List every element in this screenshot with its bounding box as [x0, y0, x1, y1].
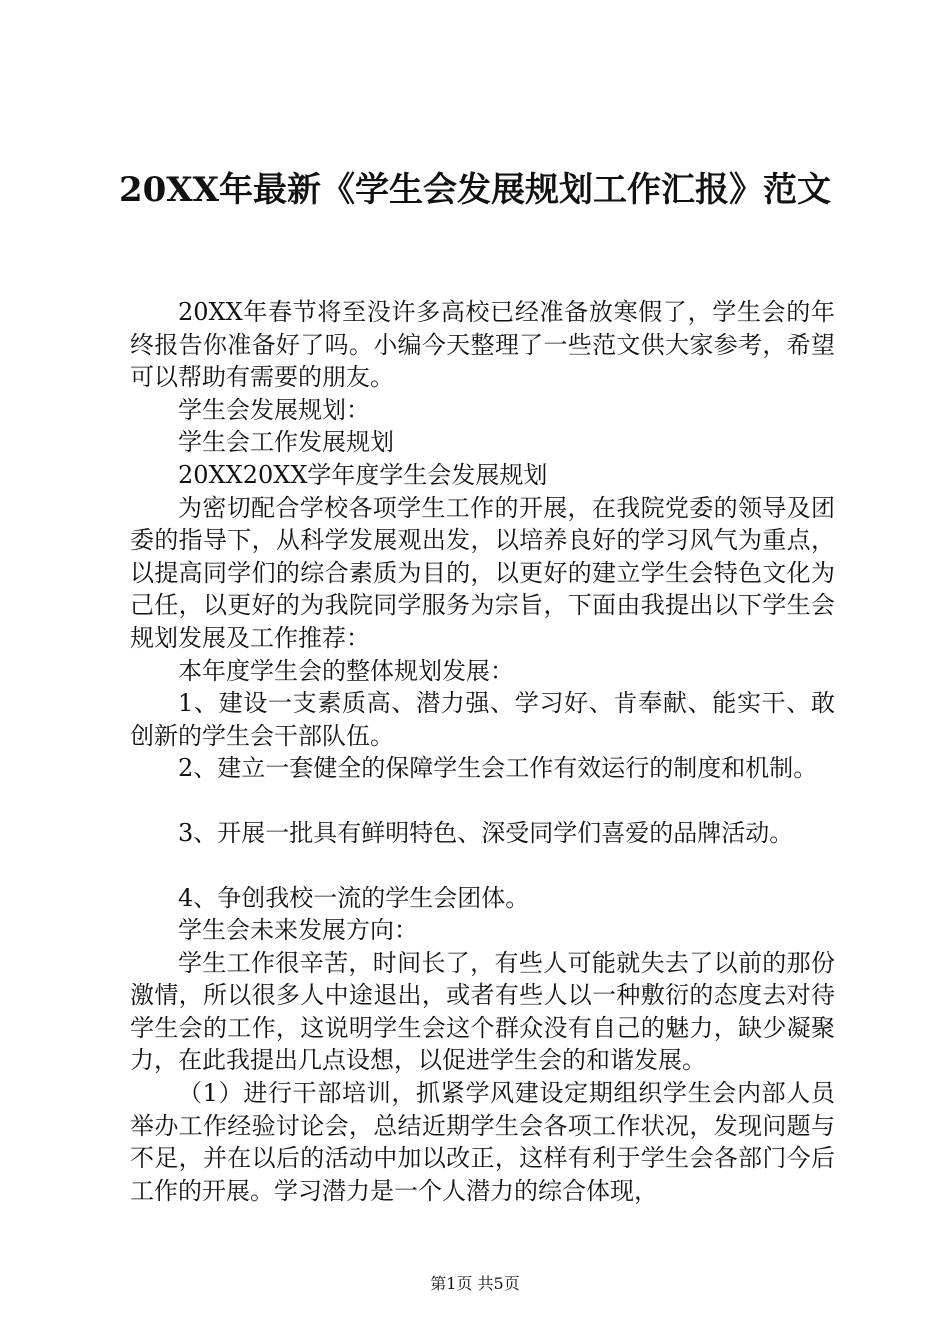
paragraph: 学生会工作发展规划 [178, 428, 394, 457]
paragraph: 1、建设一支素质高、潜力强、学习好、肯奉献、能实干、敢创新的学生会干部队伍。 [130, 689, 835, 750]
paragraph: 学生会发展规划： [178, 395, 370, 424]
paragraph: 学生会未来发展方向： [178, 916, 418, 945]
paragraph: 20XX年春节将至没许多高校已经准备放寒假了，学生会的年终报告你准备好了吗。小编今天整理了一些范文供大家参考，希望可以帮助有需要的朋友。 [130, 298, 835, 392]
paragraph: 为密切配合学校各项学生工作的开展，在我院党委的领导及团委的指导下，从科学发展观出发，以培养良好的学习风气为重点，以提高同学们的综合素质为目的，以更好的建立学生会特色文化为己任，以更好的为我院同学服务为宗旨，下面由我提出以下学生会规划发展及工作推荐： [130, 493, 835, 652]
paragraph: 3、开展一批具有鲜明特色、深受同学们喜爱的品牌活动。 [178, 818, 794, 847]
paragraph: 4、争创我校一流的学生会团体。 [178, 883, 530, 912]
paragraph: 学生工作很辛苦，时间长了，有些人可能就失去了以前的那份激情，所以很多人中途退出，或者有些人以一种敷衍的态度去对待学生会的工作，这说明学生会这个群众没有自己的魅力，缺少凝聚力，在此我提出几点设想，以促进学生会的和谐发展。 [130, 948, 835, 1075]
document-body [130, 296, 835, 1207]
paragraph: （1）进行干部培训，抓紧学风建设定期组织学生会内部人员举办工作经验讨论会，总结近期学生会各项工作状况，发现问题与不足，并在以后的活动中加以改正，这样有利于学生会各部门今后工作的开展。学习潜力是一个人潜力的综合体现， [130, 1079, 835, 1205]
paragraph: 2、建立一套健全的保障学生会工作有效运行的制度和机制。 [178, 754, 818, 783]
paragraph: 本年度学生会的整体规划发展： [178, 656, 514, 685]
page-footer: 第1页 共5页 [430, 1274, 520, 1293]
document-title: 20XX年最新《学生会发展规划工作汇报》范文 [118, 170, 832, 210]
paragraph: 20XX20XX学年度学生会发展规划 [178, 460, 548, 489]
